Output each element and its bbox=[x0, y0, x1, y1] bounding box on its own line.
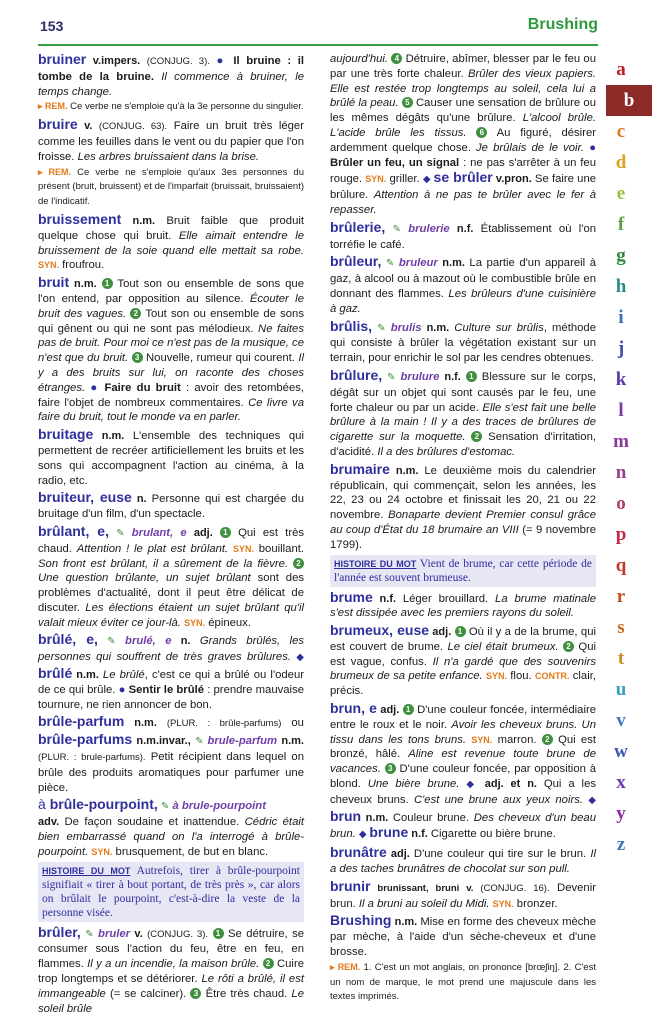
entry-bruire: bruire v. (CONJUG. 63). Faire un bruit très léger comme les feuilles dans le vent ou du papier que l'on froisse. Les arbres bruissaient dans la brise. ▸ REM. Ce verbe ne s'emploie qu'aux 3es personnes du présent (bruit, bruissent) et de l'imparfait (bruissait, bruissaient) de l'indicatif. bbox=[38, 116, 304, 208]
entry-bruitage: bruitage n.m. L'ensemble des techniques qui permettent de recréer artificiellement les bruits et les sons qui accompagnent l'action au cinéma, à la radio, etc. bbox=[38, 426, 304, 487]
index-letter-a[interactable]: a bbox=[616, 59, 626, 80]
bullet-icon: ● bbox=[216, 55, 227, 67]
diamond-icon: ◆ bbox=[466, 779, 478, 791]
headword: brûlerie, bbox=[330, 218, 386, 235]
rem-label: ▸ REM. bbox=[330, 961, 361, 972]
entry-bruler: brûler, ✎ bruler v. (CONJUG. 3). 1 Se détruire, se consumer sous l'action du feu, être en feu, en flammes. Il y a un incendie, la maison brûle. 2 Cuire trop longtemps et se détériorer. Le rôti a brûlé, il est immangeable (= se calciner). 3 Être très chaud. Le soleil brûle bbox=[38, 923, 305, 1015]
headword: brûle-parfum bbox=[38, 713, 125, 730]
sense-2-icon: 2 bbox=[471, 431, 482, 442]
sense-2-icon: 2 bbox=[293, 558, 304, 569]
index-letter-q[interactable]: q bbox=[615, 555, 627, 576]
entry-brume: brume n.f. Léger brouillard. La brume matinale s'est dissipée avec les premiers rayons du soleil. bbox=[330, 588, 597, 620]
syn-label: SYN. bbox=[471, 734, 493, 745]
index-letter-w[interactable]: w bbox=[614, 741, 628, 762]
contr-label: CONTR. bbox=[534, 671, 570, 682]
diamond-icon: ◆ bbox=[296, 652, 304, 664]
sense-3-icon: 3 bbox=[132, 352, 143, 363]
sense-3-icon: 3 bbox=[190, 988, 201, 999]
entry-brun: brun, e adj. 1 D'une couleur foncée, intermédiaire entre le roux et le noir. Avoir les cheveux bruns. Un tissu dans les tons bruns. SYN. marron. 2 Qui est bronzé, hâlé. Aline est revenue toute brune de vacances. 3 D'une couleur foncée, par opposition à blond. Une bière brune. ◆ adj. et n. Qui a les cheveux bruns. C'est une brune aux yeux noirs. ◆ brun n.m. Couleur brune. Des cheveux d'un beau brun. ◆ brune n.f. Cigarette ou bière brune. bbox=[330, 700, 596, 841]
entry-bruiner: bruiner v.impers. (CONJUG. 3). ● Il bruine : il tombe de la bruine. Il commence à bruiner, le temps change. ▸ REM. Ce verbe ne s'emploie qu'à la 3e personne du singulier. bbox=[38, 51, 305, 113]
headword: brumaire bbox=[330, 460, 390, 477]
pencil-icon: ✎ bbox=[195, 736, 208, 748]
diamond-icon: ◆ bbox=[358, 829, 370, 841]
index-letter-v[interactable]: v bbox=[616, 710, 626, 731]
right-column bbox=[330, 52, 596, 1007]
entry-brule-parfum: brûle-parfum n.m. (PLUR. : brûle-parfums) ou brûle-parfums n.m.invar., ✎ brule-parfum n.m. (PLUR. : brule-parfums). Petit récipient dans lequel on brûle des produits aromatiques pour parfumer une pièce. bbox=[38, 713, 304, 794]
syn-label: SYN. bbox=[91, 846, 113, 857]
headword: brûlant, e, bbox=[38, 522, 109, 539]
sense-2-icon: 2 bbox=[263, 958, 274, 969]
headword: bruitage bbox=[38, 426, 94, 443]
index-letter-c[interactable]: c bbox=[616, 121, 626, 142]
index-letter-d[interactable]: d bbox=[615, 152, 627, 173]
pencil-icon: ✎ bbox=[387, 371, 396, 383]
index-letter-r[interactable]: r bbox=[616, 586, 626, 607]
entry-bruiteur: bruiteur, euse n. Personne qui est chargée du bruitage d'un film, d'un spectacle. bbox=[38, 489, 305, 521]
entry-brulant: brûlant, e, ✎ brulant, e adj. 1 Qui est très chaud. Attention ! le plat est brûlant. SYN. bouillant. Son front est brûlant, il a sûrement de la fièvre. 2 Une question brûlante, un sujet brûlant sont des problèmes d'actualité, dont il peut être délicat de discuter. Les élections étaient un sujet brûlant qu'il valait mieux éviter ce jour-là. SYN. épineux. bbox=[38, 522, 305, 629]
headword: brûlure, bbox=[330, 366, 383, 383]
sense-4-icon: 4 bbox=[391, 53, 402, 64]
bullet-icon: ● bbox=[589, 141, 597, 154]
pencil-icon: ✎ bbox=[377, 322, 386, 334]
diamond-icon: ◆ bbox=[588, 794, 596, 806]
headword: brunir bbox=[330, 877, 371, 894]
index-letter-j[interactable]: j bbox=[617, 338, 625, 359]
pencil-icon: ✎ bbox=[392, 223, 401, 235]
index-letter-i[interactable]: i bbox=[618, 307, 624, 328]
headword: bruit bbox=[38, 274, 70, 291]
sense-2-icon: 2 bbox=[130, 308, 141, 319]
headword: brume bbox=[330, 588, 373, 605]
entry-brumaire: brumaire n.m. Le deuxième mois du calendrier républicain, qui commençait, selon les années, les 22, 23 ou 24 octobre et finissait les 20, 21 ou 22 novembre. Bonaparte devient Premier consul grâce au coup d'État du 18 brumaire an VIII (= 9 novembre 1799). HISTOIRE DU MOT Vient de brume, car cette période de l'année est souvent brumeuse. bbox=[330, 462, 596, 587]
index-letter-z[interactable]: z bbox=[616, 834, 626, 855]
entry-bruler-continued: aujourd'hui. 4 Détruire, abîmer, blesser par le feu ou par une très forte chaleur. Brûler des vieux papiers. Elle est restée trop longtemps au soleil, cela lui a brûlé la peau. 5 Causer une sensation de brûlure ou les mêmes dégâts qu'une brûlure. L'alcool brûle. L'acide brûle les tissus. 6 Au figuré, désirer ardemment quelque chose. Je brûlais de le voir. ● Brûler un feu, un signal : ne pas s'arrêter à un feu rouge. SYN. griller. ◆ se brûler v.pron. Se faire une brûlure. Attention à ne pas te brûler avec le fer à repasser. bbox=[330, 53, 597, 216]
index-letter-h[interactable]: h bbox=[615, 276, 627, 297]
left-column bbox=[38, 52, 304, 1018]
index-letter-t[interactable]: t bbox=[617, 648, 625, 669]
syn-label: SYN. bbox=[38, 260, 60, 271]
bullet-icon: ● bbox=[90, 381, 105, 394]
headword: brûlé, e, bbox=[38, 631, 98, 648]
headword: brunâtre bbox=[330, 844, 387, 861]
rem-label: ▸ REM. bbox=[38, 166, 71, 177]
headword: bruiteur, euse bbox=[38, 489, 132, 506]
entry-brunatre: brunâtre adj. D'une couleur qui tire sur le brun. Il a des taches brunâtres de chocolat sur son pull. bbox=[330, 844, 596, 876]
headword: brun, e bbox=[330, 700, 377, 717]
index-letter-u[interactable]: u bbox=[615, 679, 627, 700]
entry-brushing: Brushing n.m. Mise en forme des cheveux mèche par mèche, à l'aide d'un sèche-cheveux et d'une brosse. ▸ REM. 1. C'est un mot anglais, on prononce [brœʃiŋ]. 2. C'est un nom de marque, le mot prend une majuscule dans les textes imprimés. bbox=[330, 912, 596, 1003]
syn-label: SYN. bbox=[485, 671, 507, 682]
running-head: Brushing bbox=[527, 16, 598, 33]
pencil-icon: ✎ bbox=[107, 636, 116, 648]
rem-label: ▸ REM. bbox=[38, 101, 68, 112]
sense-5-icon: 5 bbox=[402, 97, 413, 108]
entry-bruleur: brûleur, ✎ bruleur n.m. La partie d'un appareil à gaz, à alcool ou à mazout où le combustible brûle en donnant des flammes. Les brûleurs d'une cuisinière à gaz. bbox=[330, 253, 596, 315]
index-letter-k[interactable]: k bbox=[615, 369, 627, 390]
sense-1-icon: 1 bbox=[220, 527, 231, 538]
headword: Brushing bbox=[330, 912, 392, 929]
pencil-icon: ✎ bbox=[385, 258, 395, 270]
word-history-box: HISTOIRE DU MOT Autrefois, tirer à brûle-pourpoint signifiait « tirer à bout portant, de très près », car alors on brûlait le pourpoint, c'est-à-dire la veste de la personne visée. bbox=[38, 862, 304, 922]
index-letter-b[interactable]: b bbox=[606, 85, 652, 116]
entry-bruissement: bruissement n.m. Bruit faible que produit quelque chose qui bruit. Elle aimait entendre le bruissement de la soie quand elle mettait sa robe. SYN. froufrou. bbox=[38, 210, 304, 272]
syn-label: SYN. bbox=[232, 543, 254, 554]
sense-2-icon: 2 bbox=[542, 734, 553, 745]
headword: bruire bbox=[38, 116, 78, 133]
index-letter-x[interactable]: x bbox=[616, 772, 626, 793]
pencil-icon: ✎ bbox=[85, 928, 94, 940]
entry-brule-pourpoint: à brûle-pourpoint, ✎ à brule-pourpoint adv. De façon soudaine et inattendue. Cédric était bien embarrassé quand on l'a interrogé à brûle-pourpoint. SYN. brusquement, de but en blanc. HISTOIRE DU MOT Autrefois, tirer à brûle-pourpoint signifiait « tirer à bout portant, de très près », car alors on brûlait le pourpoint, c'est-à-dire la veste de la personne visée. bbox=[38, 797, 304, 921]
index-letter-n[interactable]: n bbox=[615, 462, 627, 483]
syn-label: SYN. bbox=[184, 617, 206, 628]
index-letter-l[interactable]: l bbox=[618, 400, 624, 421]
pencil-icon: ✎ bbox=[160, 801, 170, 813]
sense-6-icon: 6 bbox=[476, 127, 487, 138]
entry-brule: brûlé, e, ✎ brulé, e n. Grands brûlés, les personnes qui souffrent de très graves brûlures. ◆ brûlé n.m. Le brûlé, c'est ce qui a brûlé ou l'odeur de ce qui brûle. ● Sentir le brûlé : prendre mauvaise tournure, ne rien annoncer de bon. bbox=[38, 631, 305, 711]
diamond-icon: ◆ bbox=[422, 174, 434, 186]
syn-label: SYN. bbox=[365, 174, 387, 185]
word-history-box: HISTOIRE DU MOT Vient de brume, car cette période de l'année est souvent brumeuse. bbox=[330, 555, 596, 587]
entry-brulis: brûlis, ✎ brulis n.m. Culture sur brûlis, méthode qui consiste à brûler la végétation existant sur un terrain, pour enrichir le sol par les cendres obtenues. bbox=[330, 317, 596, 365]
syn-label: SYN. bbox=[492, 898, 514, 909]
entry-brulure: brûlure, ✎ brulure n.f. 1 Blessure sur le corps, dégât sur un objet qui sont causés par le feu, une forte chaleur ou par un acide. Elle s'est fait une belle brûlure à la main ! Il y a des traces de brûlures de cigarette sur la moquette. 2 Sensation d'irritation, d'acidité. Il a des brûlures d'estomac. bbox=[330, 366, 597, 458]
bullet-icon: ● bbox=[118, 683, 129, 696]
index-letter-m[interactable]: m bbox=[613, 431, 629, 452]
headword: bruiner bbox=[38, 51, 87, 67]
index-letter-s[interactable]: s bbox=[617, 617, 625, 638]
index-letter-o[interactable]: o bbox=[616, 493, 626, 514]
entry-brumeux: brumeux, euse adj. 1 Où il y a de la brume, qui est couvert de brume. Le ciel était brumeux. 2 Qui est vague, confus. Il n'a gardé que des souvenirs brumeux de sa petite enfance. SYN. flou. CONTR. clair, précis. bbox=[330, 622, 597, 698]
sense-1-icon: 1 bbox=[466, 371, 477, 382]
sense-1-icon: 1 bbox=[455, 626, 466, 637]
index-letter-e[interactable]: e bbox=[616, 183, 626, 204]
alphabet-index bbox=[606, 54, 636, 860]
pencil-icon: ✎ bbox=[116, 527, 125, 539]
sense-2-icon: 2 bbox=[563, 641, 574, 652]
sense-1-icon: 1 bbox=[213, 928, 224, 939]
headword: brûleur, bbox=[330, 253, 382, 270]
index-letter-p[interactable]: p bbox=[615, 524, 627, 545]
entry-brunir: brunir brunissant, bruni v. (CONJUG. 16). Devenir brun. Il a bruni au soleil du Midi. SYN. bronzer. bbox=[330, 877, 596, 910]
headword: brûler, bbox=[38, 923, 81, 940]
page-header bbox=[0, 0, 652, 44]
entry-bruit: bruit n.m. 1 Tout son ou ensemble de sons que l'on entend, par opposition au silence. Écouter le bruit des vagues. 2 Tout son ou ensemble de sons qui gênent ou qui ne sont pas mélodieux. Ne faites pas de bruit. Pour moi ce n'est pas de la musique, ce n'est que du bruit. 3 Nouvelle, rumeur qui courent. Il y a des bruits sur lui, on raconte des choses étranges. ● Faire du bruit : avoir des retombées, faire l'objet de nombreux commentaires. Ce livre va faire du bruit, tout le monde va en parler. bbox=[38, 274, 305, 424]
headword: brûlis, bbox=[330, 317, 373, 334]
index-letter-y[interactable]: y bbox=[616, 803, 626, 824]
index-letter-f[interactable]: f bbox=[617, 214, 625, 235]
sense-1-icon: 1 bbox=[403, 704, 414, 715]
headword: brumeux, euse bbox=[330, 622, 430, 639]
headword: brûle-pourpoint, bbox=[49, 796, 158, 813]
page-number: 153 bbox=[40, 18, 64, 34]
headword: bruissement bbox=[38, 210, 122, 227]
entry-brulerie: brûlerie, ✎ brulerie n.f. Établissement où l'on torréfie le café. bbox=[330, 218, 597, 251]
header-rule bbox=[38, 44, 598, 46]
index-letter-g[interactable]: g bbox=[616, 245, 626, 266]
sense-1-icon: 1 bbox=[102, 278, 113, 289]
sense-3-icon: 3 bbox=[385, 763, 396, 774]
